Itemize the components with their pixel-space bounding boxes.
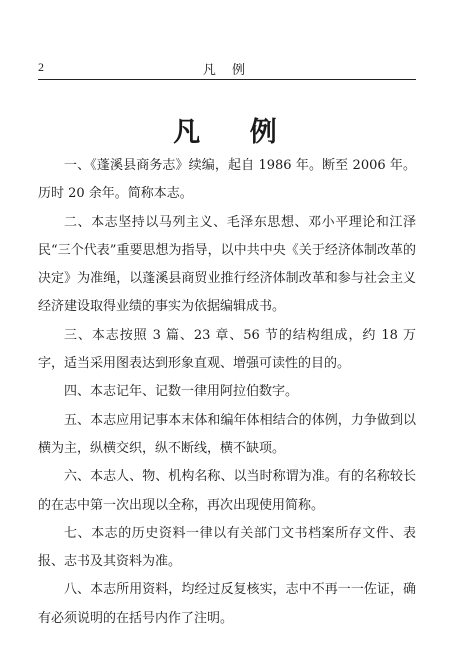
body-text	[38, 152, 416, 633]
paragraph-8: 八、本志所用资料，均经过反复核实，志中不再一一佐证，确有必须说明的在括号内作了注明。	[38, 582, 416, 626]
running-head	[38, 58, 416, 78]
page-number: 2	[38, 60, 44, 74]
paragraph-1: 一、《蓬溪县商务志》续编，起自 1986 年。断至 2006 年。历时 20 余年。简称本志。	[38, 158, 416, 202]
paragraph-2: 二、本志坚持以马列主义、毛泽东思想、邓小平理论和江泽民“三个代表”重要思想为指导，以中共中央《关于经济体制改革的决定》为准绳，以蓬溪县商贸业推行经济体制改革和参与社会主义经济建设取得业绩的事实为依据编辑成书。	[38, 214, 416, 315]
paragraph-3: 三、本志按照 3 篇、23 章、56 节的结构组成，约 18 万字，适当采用图表达到形象直观、增强可读性的目的。	[38, 327, 416, 372]
paragraph-6: 六、本志人、物、机构名称、以当时称谓为准。有的名称较长的在志中第一次出现以全称，再次出现使用简称。	[38, 469, 416, 513]
header-rule	[38, 79, 416, 80]
paragraph-4: 四、本志记年、记数一律用阿拉伯数字。	[64, 384, 299, 400]
paragraph-7: 七、本志的历史资料一律以有关部门文书档案所存文件、表报、志书及其资料为准。	[38, 525, 416, 570]
page-title: 凡 例	[173, 117, 297, 148]
paragraph-5: 五、本志应用记事本末体和编年体相结合的体例，力争做到以横为主，纵横交织，纵不断线，横不缺项。	[38, 412, 416, 456]
running-head-title: 凡 例	[202, 63, 252, 78]
